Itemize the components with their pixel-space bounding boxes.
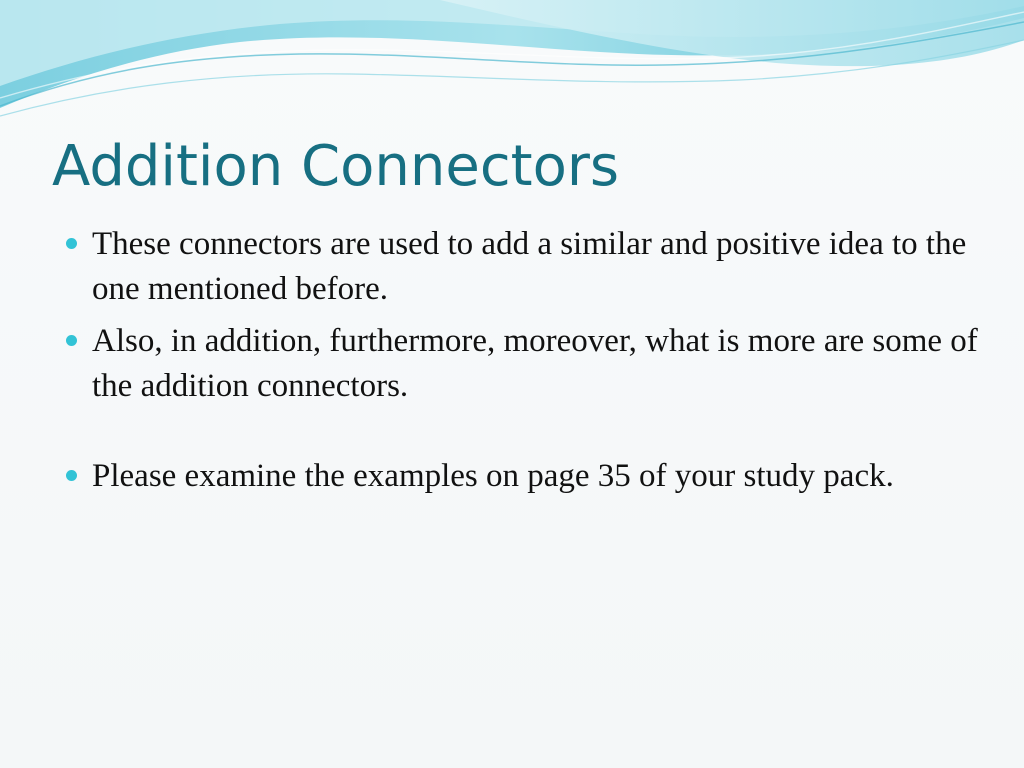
bullet-text: These connectors are used to add a similar and positive idea to the one mentioned before.: [92, 226, 967, 307]
bullet-dot-icon: [66, 238, 77, 249]
bullet-list: [64, 222, 984, 506]
bullet-item: [64, 222, 984, 312]
bullet-dot-icon: [66, 335, 77, 346]
bullet-dot-icon: [66, 470, 77, 481]
bullet-text: Please examine the examples on page 35 of your study pack.: [92, 458, 894, 494]
wave-decoration: [0, 0, 1024, 130]
bullet-text: Also, in addition, furthermore, moreover, what is more are some of the addition connectors.: [92, 323, 978, 404]
slide-title: Addition Connectors: [52, 134, 620, 199]
bullet-item: [64, 454, 984, 499]
bullet-item: [64, 319, 984, 409]
